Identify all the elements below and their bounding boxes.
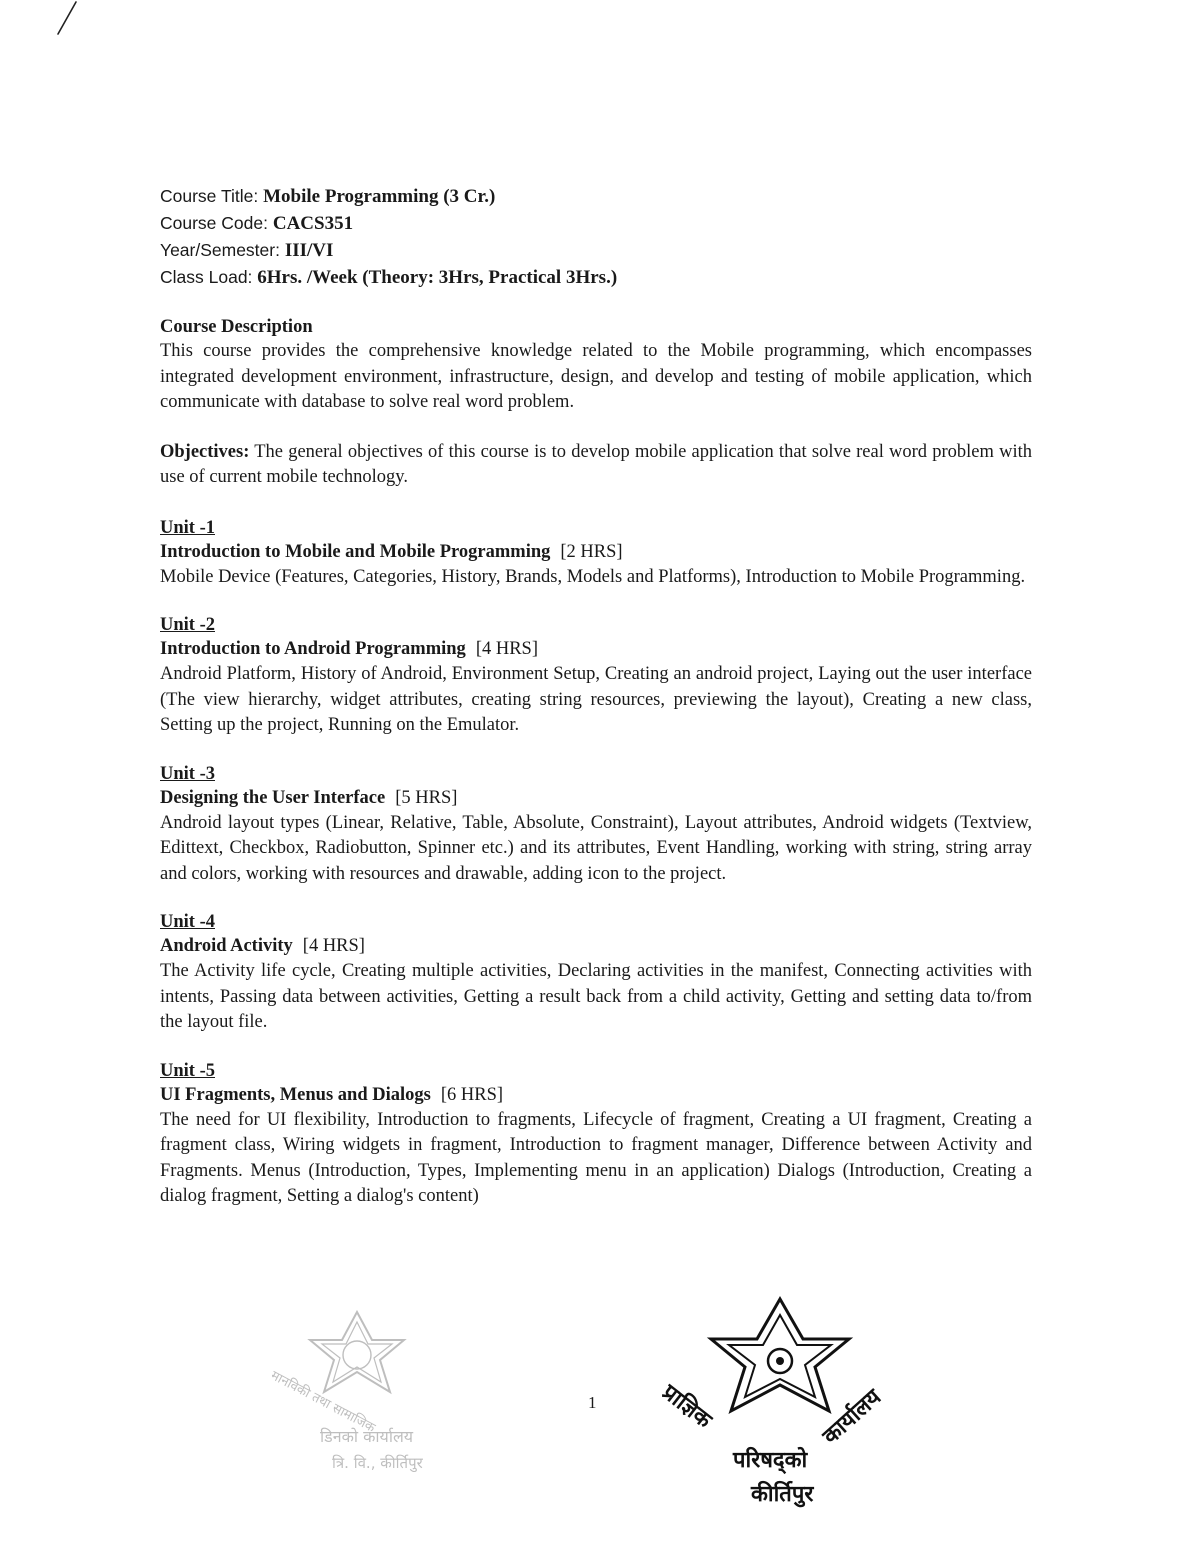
course-code-value: CACS351 <box>272 213 354 234</box>
unit-label: Unit -3 <box>160 763 215 784</box>
unit-hours: [6 HRS] <box>440 1084 504 1105</box>
course-code-line <box>160 210 1032 237</box>
unit-content: The need for UI flexibility, Introduction to fragments, Lifecycle of fragment, Creating a UI fragment, Creating a fragment class, Wiring widgets in fragment, Introduction to fragment manager, Difference between Activity and Fragments. Menus (Introduction, Types, Implementing menu in an application) Dialogs (Introduction, Creating a dialog fragment, Setting a dialog's content) <box>160 1109 1032 1206</box>
svg-text:डिनको कार्यालय: डिनको कार्यालय <box>320 1427 414 1446</box>
unit-content: Android layout types (Linear, Relative, Table, Absolute, Constraint), Layout attributes, Android widgets (Textview, Edittext, Checkbox, Radiobutton, Spinner etc.) and its attributes, Event Handling, working with string, string array and colors, working with resources and drawable, adding icon to the project. <box>160 812 1032 884</box>
objectives-section <box>160 440 1032 491</box>
unit-title-text: Android Activity <box>160 936 293 956</box>
unit-title-text: Designing the User Interface <box>160 787 386 808</box>
unit-hours: [5 HRS] <box>395 787 458 808</box>
unit-block <box>160 911 1032 1036</box>
unit-block <box>160 1060 1032 1210</box>
course-title-label: Course Title: <box>160 186 264 206</box>
unit-title <box>160 934 1032 959</box>
unit-block <box>160 517 1032 591</box>
unit-content: The Activity life cycle, Creating multiple activities, Declaring activities in the manifest, Connecting activities with intents, Passing data between activities, Getting a result back from a child activity, Getting and setting data to/from the layout file. <box>160 961 1032 1032</box>
course-meta <box>160 183 1032 291</box>
class-load-value: 6Hrs. /Week (Theory: 3Hrs, Practical 3Hrs.) <box>257 267 618 288</box>
unit-content: Android Platform, History of Android, Environment Setup, Creating an android project, Laying out the user interface (The view hierarchy, widget attributes, creating string resources, previewing the layout), Creating a new class, Setting up the project, Running on the Emulator. <box>160 664 1032 735</box>
unit-title <box>160 540 1032 565</box>
unit-hours: [2 HRS] <box>560 541 623 562</box>
page-number: 1 <box>588 1393 597 1412</box>
class-load-line <box>160 264 1032 291</box>
year-semester-line <box>160 237 1032 264</box>
unit-title <box>160 637 1032 662</box>
unit-content: Mobile Device (Features, Categories, History, Brands, Models and Platforms), Introduction to Mobile Programming. <box>160 566 1026 587</box>
course-title-value: Mobile Programming (3 Cr.) <box>263 186 496 207</box>
unit-block <box>160 763 1032 888</box>
unit-hours: [4 HRS] <box>475 639 538 659</box>
unit-label: Unit -2 <box>160 615 215 635</box>
course-description-section <box>160 315 1032 416</box>
unit-title-text: Introduction to Mobile and Mobile Programming <box>160 541 551 562</box>
unit-hours: [4 HRS] <box>302 936 365 956</box>
objectives-text: The general objectives of this course is to develop mobile application that solve real word problem with use of current mobile technology. <box>160 441 1032 487</box>
course-description-text: This course provides the comprehensive knowledge related to the Mobile programming, which encompasses integrated development environment, infrastructure, design, and develop and testing of mobile application, which communicate with database to solve real word problem. <box>160 341 1032 412</box>
unit-title-text: Introduction to Android Programming <box>160 639 466 659</box>
unit-label: Unit -1 <box>160 517 215 538</box>
class-load-label: Class Load: <box>160 267 258 287</box>
year-semester-value: III/VI <box>284 240 334 261</box>
unit-title <box>160 786 1032 811</box>
unit-title <box>160 1083 1032 1108</box>
unit-label: Unit -4 <box>160 912 215 932</box>
course-title-line <box>160 183 1032 210</box>
svg-text:कीर्तिपुर: कीर्तिपुर <box>751 1482 814 1507</box>
svg-text:मानविकी तथा सामाजिक: मानविकी तथा सामाजिक <box>268 1368 378 1436</box>
objectives-label: Objectives: <box>160 441 250 462</box>
svg-text:प्राज्ञिक: प्राज्ञिक <box>657 1380 716 1434</box>
faculty-office-stamp <box>262 1300 452 1480</box>
course-code-label: Course Code: <box>160 213 273 233</box>
unit-block <box>160 614 1032 739</box>
svg-text:कार्यालय: कार्यालय <box>818 1384 887 1450</box>
course-description-heading: Course Description <box>160 317 313 337</box>
year-semester-label: Year/Semester: <box>160 240 285 260</box>
syllabus-body <box>160 183 1032 1210</box>
unit-label: Unit -5 <box>160 1060 215 1081</box>
scan-pen-mark <box>52 0 82 40</box>
svg-text:परिषद्को: परिषद्को <box>733 1448 808 1473</box>
unit-title-text: UI Fragments, Menus and Dialogs <box>160 1084 431 1105</box>
academic-council-stamp <box>655 1295 905 1510</box>
objectives-paragraph <box>160 440 1032 491</box>
svg-text:त्रि. वि., कीर्तिपुर: त्रि. वि., कीर्तिपुर <box>332 1454 423 1472</box>
